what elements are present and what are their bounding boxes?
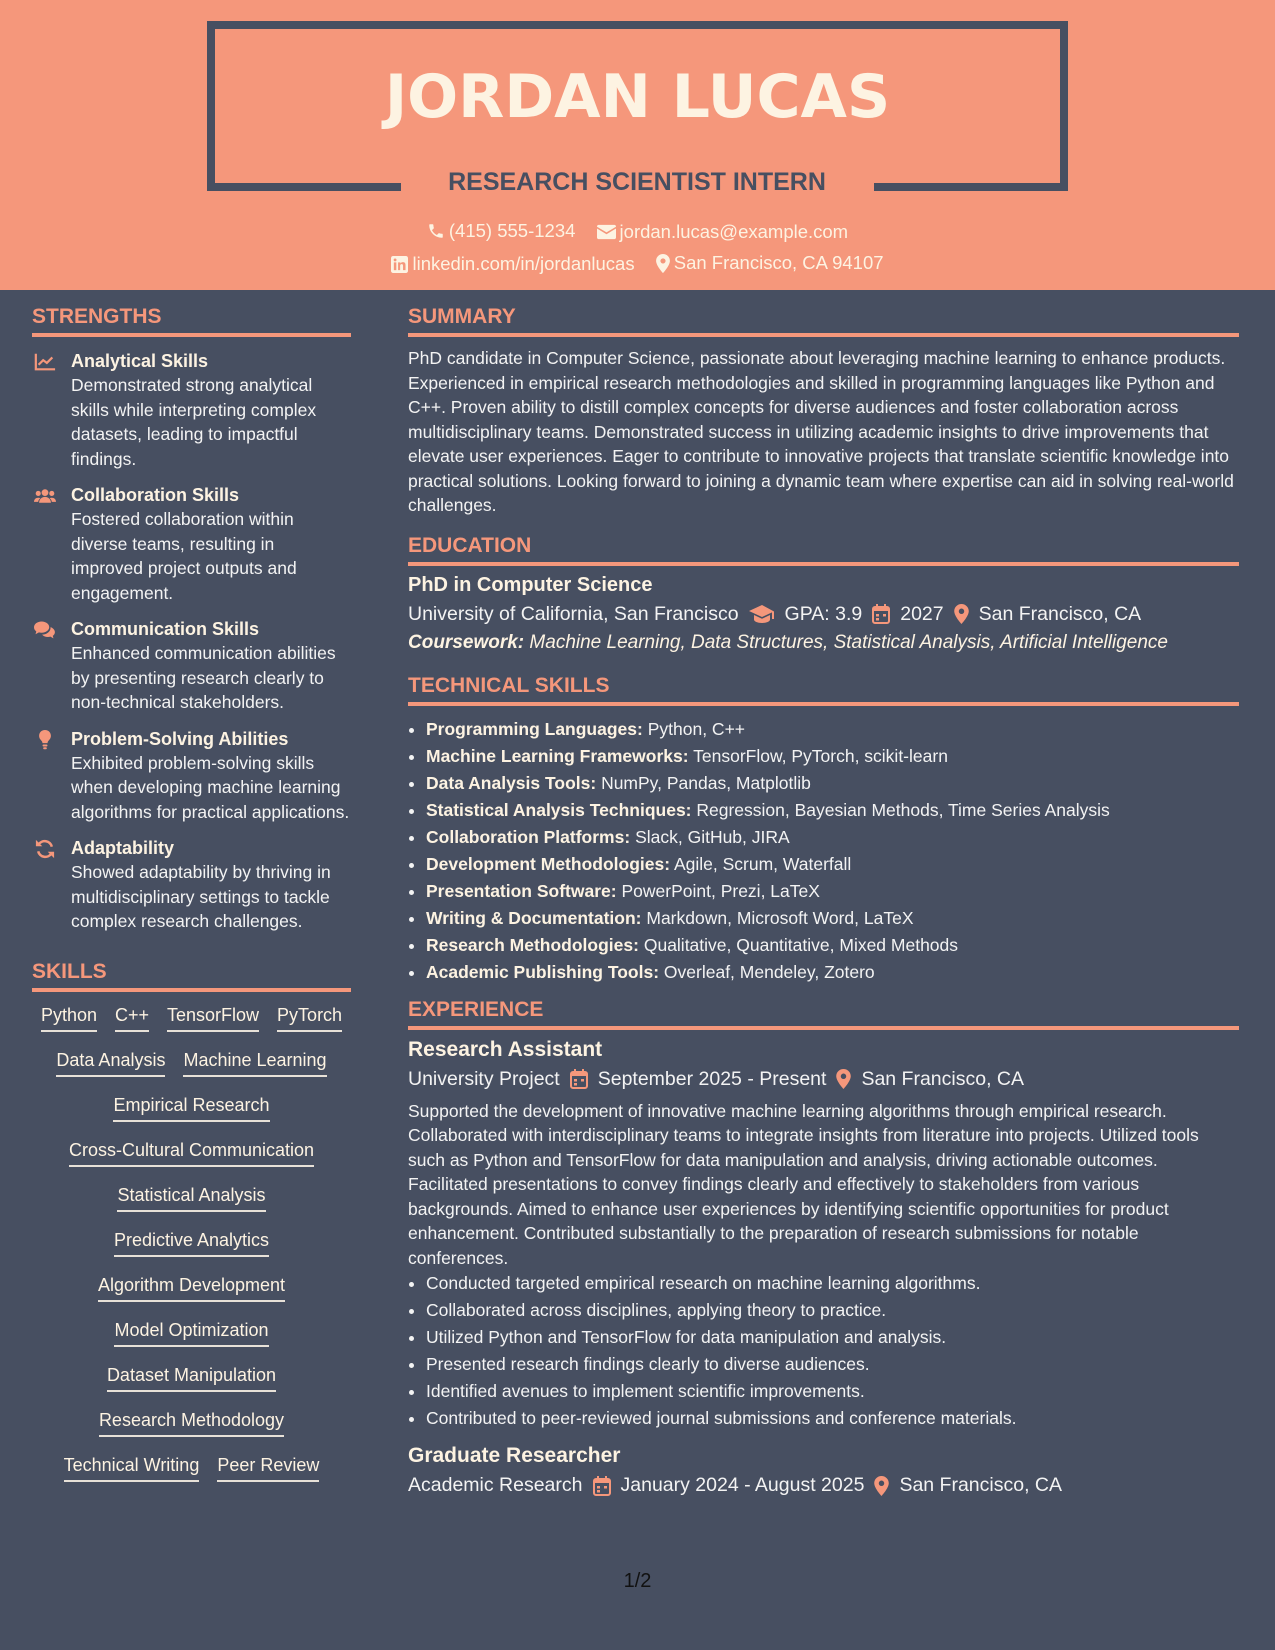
technical-skills-list <box>408 716 1239 986</box>
skills-row <box>32 1094 351 1139</box>
envelope-icon <box>597 224 616 240</box>
chart-line-icon <box>34 352 56 372</box>
list-item: • Contributed to peer-reviewed journal submissions and conference materials. <box>426 1405 1239 1432</box>
users-icon <box>34 486 56 506</box>
job-meta <box>408 1068 1239 1091</box>
skill-chip: Peer Review <box>217 1454 319 1482</box>
gpa-text: GPA: 3.9 <box>784 602 863 625</box>
degree-title: PhD in Computer Science <box>408 573 653 596</box>
job-description: Supported the development of innovative machine learning algorithms through empirical research. Collaborated with interdisciplinary teams to integrate insights from literature into projects. Utilized tools such as Python and TensorFlow for data manipulation and analysis, driving actionable outcomes. Facilitated presentations to convey findings clearly and effectively to stakeholders from various backgrounds. Aimed to enhance user experiences by identifying scientific opportunities for product enhancement. Contributed substantially to the preparation of research submissions for notable conferences. <box>408 1100 1199 1268</box>
strength-desc: Enhanced communication abilities by presenting research clearly to non-technical stakeholders. <box>71 643 336 712</box>
skill-chip: Predictive Analytics <box>114 1229 269 1257</box>
school-name: University of California, San Francisco <box>408 602 739 625</box>
map-pin-icon <box>836 1069 851 1089</box>
list-item: • Research Methodologies: Qualitative, Quantitative, Mixed Methods <box>426 932 1239 959</box>
map-pin-icon <box>656 254 670 273</box>
phone-text: (415) 555-1234 <box>448 220 576 241</box>
skills-heading: SKILLS <box>32 960 351 992</box>
job-title: Research Assistant <box>408 1037 603 1061</box>
job-location: San Francisco, CA <box>861 1067 1024 1090</box>
list-item: • Development Methodologies: Agile, Scrum, Waterfall <box>426 851 1239 878</box>
coursework-label: Coursework: <box>408 631 525 653</box>
strength-desc: Exhibited problem-solving skills when developing machine learning algorithms for practical applications. <box>71 752 350 822</box>
contact-row-1 <box>0 220 1275 245</box>
page-number: 1/2 <box>623 1570 652 1592</box>
education-heading: EDUCATION <box>408 534 1239 566</box>
contact-row-2 <box>0 252 1275 278</box>
job-dates: September 2025 - Present <box>597 1067 827 1090</box>
strength-item <box>32 349 351 471</box>
list-item: • Utilized Python and TensorFlow for data manipulation and analysis. <box>426 1324 1239 1351</box>
skill-chip: PyTorch <box>277 1004 342 1032</box>
list-item: • Statistical Analysis Techniques: Regression, Bayesian Methods, Time Series Analysis <box>426 797 1239 824</box>
comments-icon <box>34 620 56 640</box>
skills-row <box>32 1139 351 1184</box>
email-text: jordan.lucas@example.com <box>619 221 849 242</box>
skills-list <box>32 1004 351 1499</box>
calendar-icon <box>570 1069 588 1089</box>
list-item: • Data Analysis Tools: NumPy, Pandas, Matplotlib <box>426 770 1239 797</box>
candidate-role: RESEARCH SCIENTIST INTERN <box>448 168 826 196</box>
job-title: Graduate Researcher <box>408 1444 621 1467</box>
phone-contact[interactable] <box>427 220 576 242</box>
job-location: San Francisco, CA <box>899 1474 1062 1496</box>
strengths-heading: STRENGTHS <box>32 305 351 337</box>
lightbulb-icon <box>34 730 56 750</box>
list-item: • Programming Languages: Python, C++ <box>426 716 1239 743</box>
list-item: • Presentation Software: PowerPoint, Prezi, LaTeX <box>426 878 1239 905</box>
phone-icon <box>427 222 445 240</box>
list-item: • Academic Publishing Tools: Overleaf, Mendeley, Zotero <box>426 959 1239 986</box>
left-column <box>32 305 351 1499</box>
map-pin-icon <box>874 1476 889 1496</box>
list-item: • Conducted targeted empirical research on machine learning algorithms. <box>426 1270 1239 1297</box>
skills-row <box>32 1049 351 1094</box>
strength-desc: Fostered collaboration within diverse teams, resulting in improved project outputs and engagement. <box>71 509 297 603</box>
strength-item <box>32 483 351 605</box>
strength-item <box>32 727 351 825</box>
skill-chip: Dataset Manipulation <box>107 1364 276 1392</box>
calendar-icon <box>872 604 890 624</box>
coursework-line <box>408 632 1239 654</box>
strength-desc: Demonstrated strong analytical skills while interpreting complex datasets, leading to impactful findings. <box>71 375 317 469</box>
frame-bottom-left <box>207 183 401 191</box>
strength-title: Adaptability <box>71 838 175 858</box>
strength-desc: Showed adaptability by thriving in multidisciplinary settings to tackle complex research challenges. <box>71 862 331 931</box>
refresh-icon <box>34 839 56 859</box>
list-item: • Collaborated across disciplines, applying theory to practice. <box>426 1297 1239 1324</box>
skill-chip: Python <box>41 1004 97 1032</box>
skills-row <box>32 1319 351 1364</box>
candidate-name: JORDAN LUCAS <box>384 62 891 132</box>
list-item: • Presented research findings clearly to diverse audiences. <box>426 1351 1239 1378</box>
email-contact[interactable] <box>597 221 849 243</box>
skill-chip: Data Analysis <box>56 1049 165 1077</box>
list-item: • Collaboration Platforms: Slack, GitHub, JIRA <box>426 824 1239 851</box>
right-column <box>408 305 1239 1497</box>
summary-heading: SUMMARY <box>408 305 1239 337</box>
strength-item <box>32 836 351 934</box>
list-item: • Machine Learning Frameworks: TensorFlow, PyTorch, scikit-learn <box>426 743 1239 770</box>
job-org: University Project <box>408 1067 560 1090</box>
skills-row <box>32 1184 351 1229</box>
skills-row <box>32 1454 351 1499</box>
graduation-year: 2027 <box>900 602 944 625</box>
skills-row <box>32 1364 351 1409</box>
linkedin-contact[interactable] <box>391 253 634 275</box>
job-bullets <box>408 1270 1239 1432</box>
job-meta <box>408 1474 1239 1497</box>
coursework-list: Machine Learning, Data Structures, Statistical Analysis, Artificial Intelligence <box>529 631 1168 653</box>
skill-chip: Technical Writing <box>64 1454 200 1482</box>
location-contact <box>656 252 884 274</box>
map-pin-icon <box>954 604 969 624</box>
strength-title: Communication Skills <box>71 619 260 639</box>
strength-title: Problem-Solving Abilities <box>71 728 289 749</box>
list-item: • Writing & Documentation: Markdown, Microsoft Word, LaTeX <box>426 905 1239 932</box>
list-item: • Identified avenues to implement scientific improvements. <box>426 1378 1239 1405</box>
strength-title: Analytical Skills <box>71 351 209 371</box>
skill-chip: Cross-Cultural Communication <box>69 1139 314 1167</box>
skills-row <box>32 1409 351 1454</box>
linkedin-text: linkedin.com/in/jordanlucas <box>412 253 635 274</box>
header-banner <box>0 0 1275 290</box>
experience-heading: EXPERIENCE <box>408 998 1239 1030</box>
skill-chip: Research Methodology <box>99 1409 284 1437</box>
skills-row <box>32 1004 351 1049</box>
technical-skills-heading: TECHNICAL SKILLS <box>408 674 1239 706</box>
strength-item <box>32 617 351 715</box>
skill-chip: TensorFlow <box>167 1004 259 1032</box>
strength-title: Collaboration Skills <box>71 485 240 505</box>
skill-chip: Machine Learning <box>183 1049 326 1077</box>
job-dates: January 2024 - August 2025 <box>620 1474 865 1496</box>
calendar-icon <box>593 1476 611 1496</box>
frame-bottom-right <box>874 183 1068 191</box>
summary-text: PhD candidate in Computer Science, passionate about leveraging machine learning to enhance products. Experienced in empirical research methodologies and skilled in programming languages like Python and C++. Proven ability to distill complex concepts for diverse audiences and foster collaboration across multidisciplinary teams. Demonstrated success in utilizing academic insights to drive improvements that elevate user experiences. Eager to contribute to innovative projects that translate scientific knowledge into practical solutions. Looking forward to joining a dynamic team where expertise can aid in solving real-world challenges. <box>408 348 1234 515</box>
skill-chip: Empirical Research <box>113 1094 269 1122</box>
skill-chip: Statistical Analysis <box>117 1184 265 1212</box>
linkedin-icon <box>391 256 408 273</box>
job-org: Academic Research <box>408 1474 583 1496</box>
education-location: San Francisco, CA <box>978 602 1142 625</box>
skills-row <box>32 1274 351 1319</box>
skill-chip: C++ <box>115 1004 149 1032</box>
skill-chip: Algorithm Development <box>98 1274 285 1302</box>
skills-row <box>32 1229 351 1274</box>
education-meta <box>408 603 1239 626</box>
graduation-cap-icon <box>749 604 775 624</box>
skill-chip: Model Optimization <box>114 1319 268 1347</box>
location-text: San Francisco, CA 94107 <box>673 252 884 273</box>
